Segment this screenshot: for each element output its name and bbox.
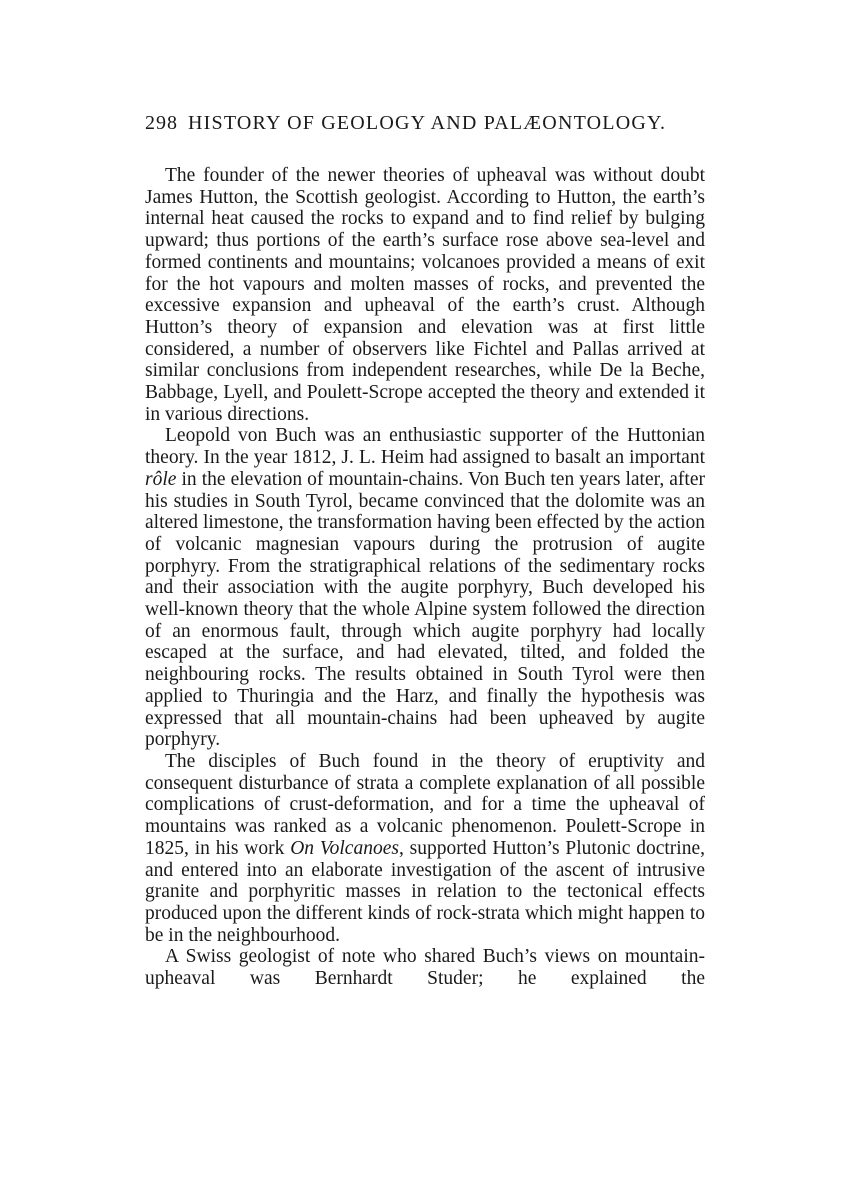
body-text (145, 165, 705, 990)
running-title: HISTORY OF GEOLOGY AND PALÆONTOLOGY. (188, 112, 667, 134)
page-number: 298 (145, 112, 178, 134)
paragraph-1: The founder of the newer theories of upheaval was without doubt James Hutton, the Scottish geologist. According to Hutton, the earth’s internal heat caused the rocks to expand and to find relief by bulging upward; thus portions of the earth’s surface rose above sea-level and formed continents and mountains; volcanoes provided a means of exit for the hot vapours and molten masses of rocks, and prevented the excessive expansion and upheaval of the earth’s crust. Although Hutton’s theory of expansion and elevation was at first little considered, a number of observers like Fichtel and Pallas arrived at similar conclusions from independent researches, while De la Beche, Babbage, Lyell, and Poulett-Scrope accepted the theory and extended it in various directions. (145, 165, 705, 425)
paragraph-2: Leopold von Buch was an enthusiastic supporter of the Huttonian theory. In the year 1812, J. L. Heim had assigned to basalt an important rôle in the elevation of mountain-chains. Von Buch ten years later, after his studies in South Tyrol, became convinced that the dolomite was an altered limestone, the transformation having been effected by the action of volcanic magnesian vapours during the protrusion of augite porphyry. From the stratigraphical relations of the sedimentary rocks and their association with the augite porphyry, Buch developed his well-known theory that the whole Alpine system followed the direction of an enormous fault, through which augite porphyry had locally escaped at the surface, and had elevated, tilted, and folded the neighbouring rocks. The results obtained in South Tyrol were then applied to Thuringia and the Harz, and finally the hypothesis was expressed that all mountain-chains had been upheaved by augite porphyry. (145, 425, 705, 751)
paragraph-3: The disciples of Buch found in the theory of eruptivity and consequent disturbance of strata a complete explanation of all possible complications of crust-deformation, and for a time the upheaval of mountains was ranked as a volcanic phenomenon. Poulett-Scrope in 1825, in his work On Volcanoes, supported Hutton’s Plutonic doctrine, and entered into an elaborate investigation of the ascent of intrusive granite and porphyritic masses in relation to the tectonical effects produced upon the different kinds of rock-strata which might happen to be in the neighbourhood. (145, 750, 705, 946)
paragraph-4: A Swiss geologist of note who shared Buch’s views on mountain-upheaval was Bernhardt Studer; he explained the (145, 946, 705, 990)
book-page (145, 112, 705, 990)
running-head (145, 112, 705, 135)
